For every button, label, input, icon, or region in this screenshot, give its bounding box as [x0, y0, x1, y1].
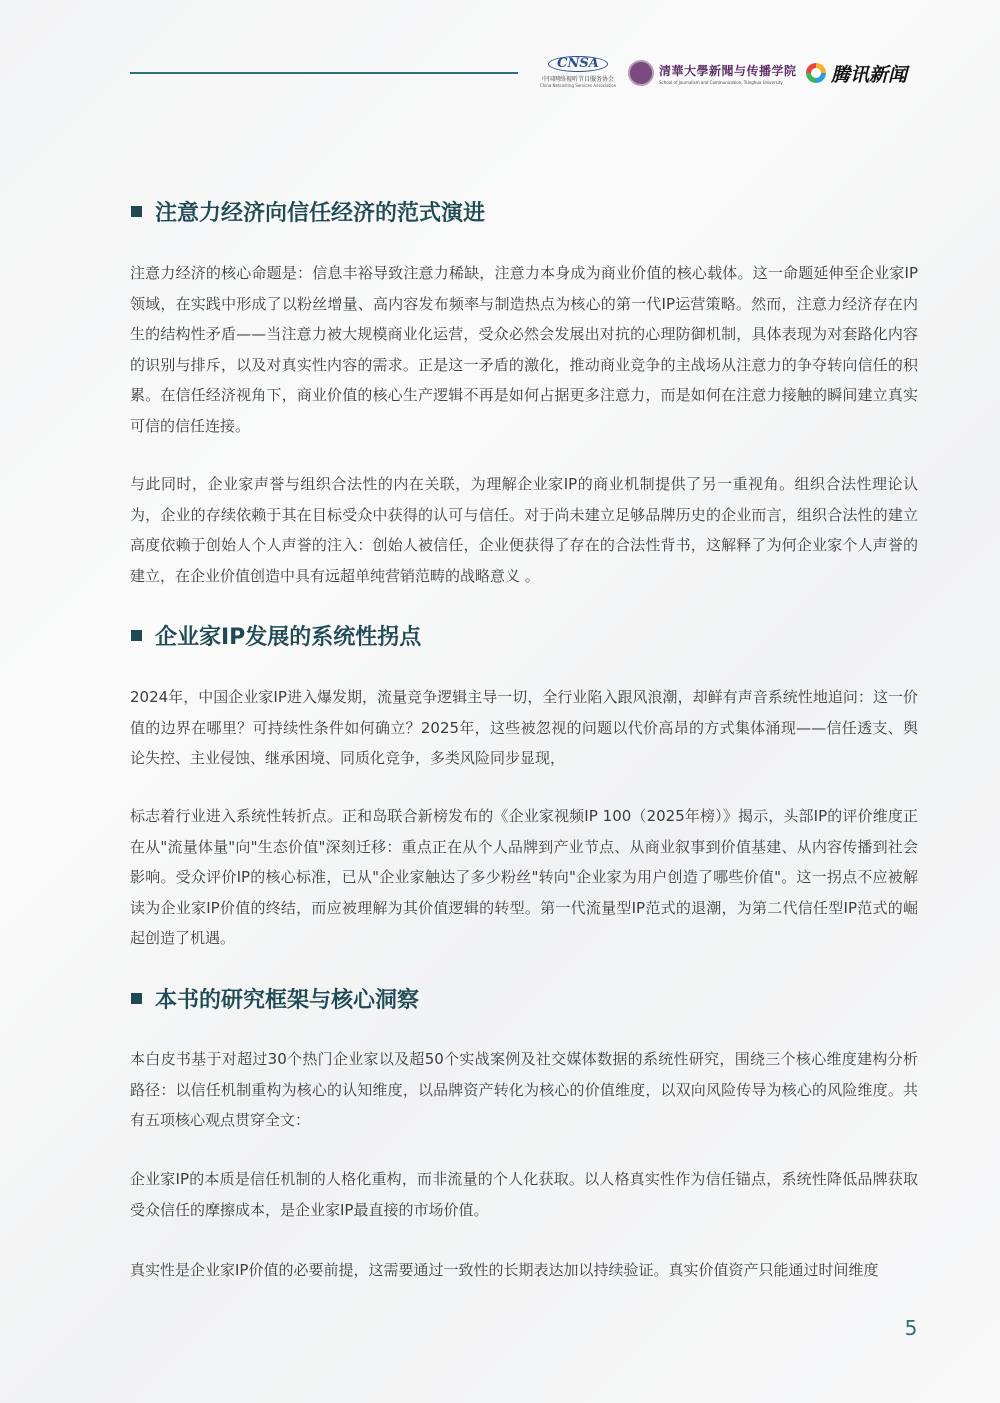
paragraph: 真实性是企业家IP价值的必要前提，这需要通过一致性的长期表达加以持续验证。真实价值资产只能通过时间维度: [130, 1261, 879, 1279]
section-heading-text: 企业家IP发展的系统性拐点: [155, 625, 422, 650]
tsinghua-logo: [628, 58, 797, 88]
cnsa-mark: CNSA: [548, 56, 608, 72]
paragraph: 与此同时，企业家声誉与组织合法性的内在关联，为理解企业家IP的商业机制提供了另一重视角。组织合法性理论认为，企业的存续依赖于其在目标受众中获得的认可与信任。对于尚未建立足够品牌历史的企业而言，组织合法性的建立高度依赖于创始人个人声誉的注入：创始人被信任，企业便获得了存在的合法性背书，这解释了为何企业家个人声誉的建立，在企业价值创造中具有远超单纯营销范畴的战略意义 。: [130, 475, 918, 585]
tencent-bell-icon: [806, 63, 826, 83]
paragraph: 注意力经济的核心命题是：信息丰裕导致注意力稀缺，注意力本身成为商业价值的核心载体。这一命题延伸至企业家IP领域，在实践中形成了以粉丝增量、高内容发布频率与制造热点为核心的第一代IP运营策略。然而，注意力经济存在内生的结构性矛盾——当注意力被大规模商业化运营，受众必然会发展出对抗的心理防御机制，具体表现为对套路化内容的识别与排斥，以及对真实性内容的需求。正是这一矛盾的激化，推动商业竞争的主战场从注意力的争夺转向信任的积累。在信任经济视角下，商业价值的核心生产逻辑不再是如何占据更多注意力，而是如何在注意力接触的瞬间建立真实可信的信任连接。: [130, 264, 918, 435]
tsinghua-name-en: School of Journalism and Communication, Tsinghua University: [659, 79, 783, 85]
header-rule: [130, 72, 518, 74]
tsinghua-seal-icon: [628, 60, 654, 86]
paragraph: 标志着行业进入系统性转折点。正和岛联合新榜发布的《企业家视频IP 100（2025年榜）》揭示，头部IP的评价维度正在从"流量体量"向"生态价值"深刻迁移：重点正在从个人品牌到产业节点、从商业叙事到价值基建、从内容传播到社会影响。受众评价IP的核心标准，已从"企业家触达了多少粉丝"转向"企业家为用户创造了哪些价值"。这一拐点不应被解读为企业家IP价值的终结，而应被理解为其价值逻辑的转型。第一代流量型IP范式的退潮，为第二代信任型IP范式的崛起创造了机遇。: [130, 807, 918, 947]
cnsa-name-en: China Netcasting Services Association: [539, 83, 617, 88]
square-bullet-icon: [131, 206, 142, 217]
paragraph: 本白皮书基于对超过30个热门企业家以及超50个实战案例及社交媒体数据的系统性研究，围绕三个核心维度建构分析路径：以信任机制重构为核心的认知维度，以品牌资产转化为核心的价值维度，以双向风险传导为核心的风险维度。共有五项核心观点贯穿全文：: [130, 1050, 918, 1129]
cnsa-name-cn: 中国网络视听节目服务协会: [541, 76, 614, 83]
paragraph: 2024年，中国企业家IP进入爆发期，流量竞争逻辑主导一切，全行业陷入跟风浪潮，却鲜有声音系统性地追问：这一价值的边界在哪里？可持续性条件如何确立？2025年，这些被忽视的问题以代价高昂的方式集体涌现——信任透支、舆论失控、主业侵蚀、继承困境、同质化竞争，多类风险同步显现，: [130, 688, 918, 767]
tsinghua-name-cn: 清華大學新聞与传播学院: [659, 63, 797, 78]
section-heading: [131, 196, 485, 227]
cnsa-logo: [540, 56, 616, 88]
paragraph: 企业家IP的本质是信任机制的人格化重构，而非流量的个人化获取。以人格真实性作为信任锚点，系统性降低品牌获取受众信任的摩擦成本，是企业家IP最直接的市场价值。: [130, 1170, 918, 1219]
square-bullet-icon: [131, 993, 142, 1004]
section-heading: [131, 620, 421, 651]
square-bullet-icon: [131, 630, 142, 641]
tencent-news-wordmark: 腾讯新闻: [831, 63, 908, 86]
section-heading-text: 本书的研究框架与核心洞察: [155, 988, 420, 1013]
section-heading-text: 注意力经济向信任经济的范式演进: [155, 201, 486, 226]
tencent-news-logo: [806, 60, 918, 86]
page-number: 5: [904, 1316, 918, 1340]
section-heading: [131, 983, 419, 1014]
